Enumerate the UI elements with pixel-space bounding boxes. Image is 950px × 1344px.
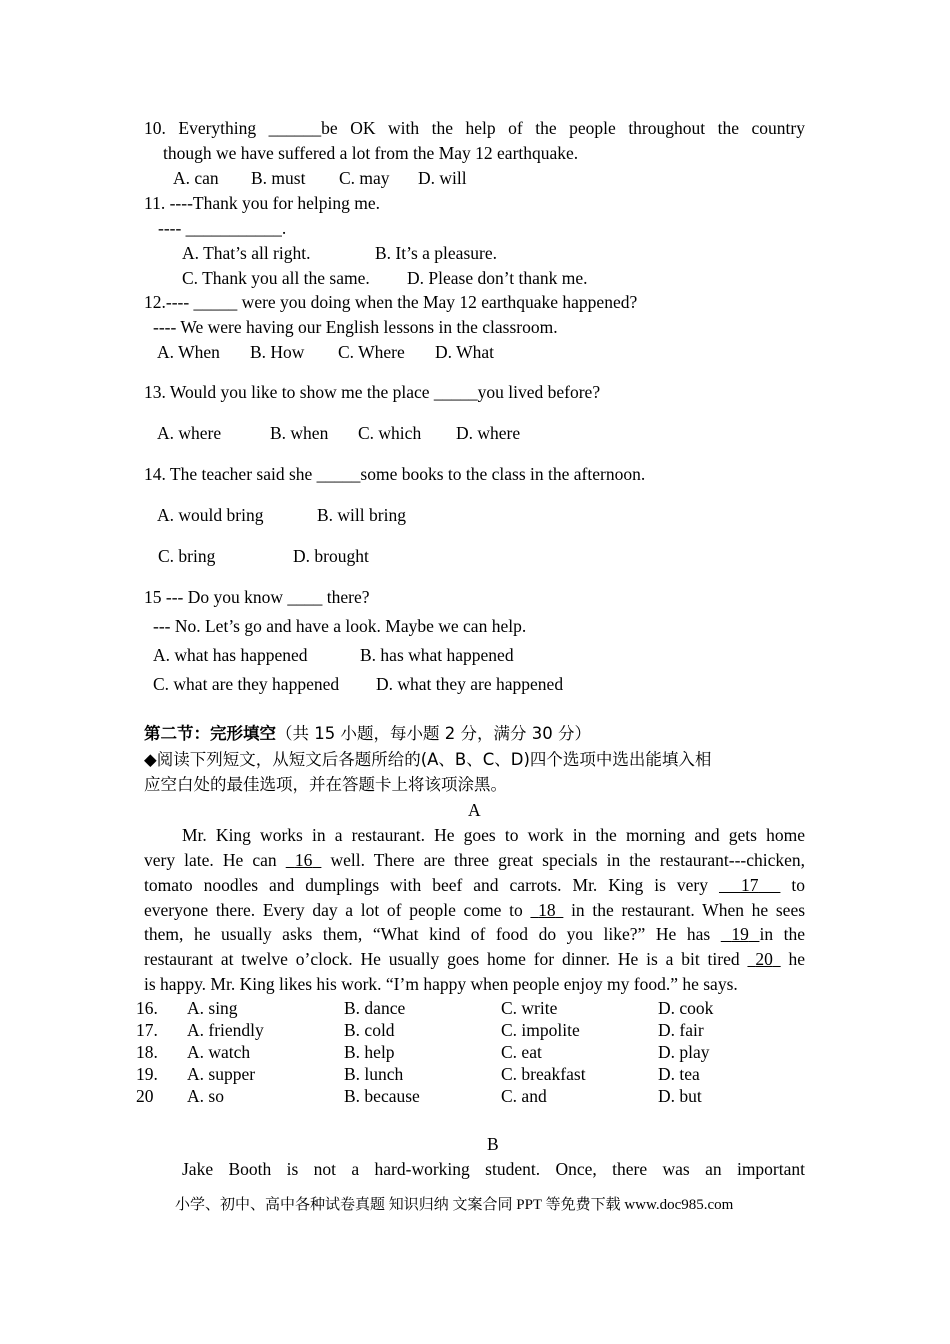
question-14-option-b: B. will bring [317, 505, 406, 525]
choice-d: D. but [658, 1086, 702, 1106]
question-11-option-a: A. That’s all right. [182, 243, 311, 263]
passage-text: very late. He can [144, 850, 277, 870]
passage-a-line4 [144, 902, 805, 920]
question-10-option-d: D. will [418, 168, 467, 188]
question-13-option-d: D. where [456, 423, 521, 443]
section-heading-bold: 第二节：完形填空 [144, 724, 276, 743]
passage-text: in the restaurant. When he sees [571, 900, 806, 920]
choice-a: A. sing [187, 998, 238, 1018]
question-13-option-c: C. which [358, 423, 422, 443]
passage-a-line3 [144, 877, 805, 895]
passage-text: well. There are three great specials in the restaurant---chicken, [330, 850, 806, 870]
question-10-option-b: B. must [251, 168, 306, 188]
choice-b: B. dance [344, 998, 406, 1018]
question-11-line1: 11. ----Thank you for helping me. [144, 193, 381, 213]
passage-text: them, he usually asks them, “What kind of food do you like?” He has [144, 924, 711, 944]
passage-b-label: B [487, 1134, 499, 1154]
choice-number: 19. [136, 1064, 158, 1084]
choice-c: C. eat [501, 1042, 542, 1062]
choice-b: B. help [344, 1042, 395, 1062]
question-15-line1: 15 --- Do you know ____ there? [144, 587, 370, 607]
choice-c: C. and [501, 1086, 547, 1106]
choice-number: 20 [136, 1086, 154, 1106]
question-11-option-d: D. Please don’t thank me. [407, 268, 588, 288]
passage-a-line5 [144, 926, 805, 944]
question-15-option-b: B. has what happened [360, 645, 514, 665]
question-14-option-c: C. bring [158, 546, 216, 566]
blank-16: 16 [294, 850, 313, 870]
choice-d: D. play [658, 1042, 710, 1062]
question-12-option-c: C. Where [338, 342, 405, 362]
question-11-line2: ---- ___________. [158, 218, 287, 238]
question-13-option-b: B. when [270, 423, 329, 443]
question-14-option-d: D. brought [293, 546, 369, 566]
passage-text: everyone there. Every day a lot of people come to [144, 900, 523, 920]
question-15-line2: --- No. Let’s go and have a look. Maybe we can help. [153, 616, 527, 636]
question-14-option-a: A. would bring [157, 505, 264, 525]
question-15-option-c: C. what are they happened [153, 674, 340, 694]
passage-a-line7: is happy. Mr. King likes his work. “I’m happy when people enjoy my food.” he says. [144, 974, 738, 994]
question-12-option-b: B. How [250, 342, 305, 362]
choice-a: A. friendly [187, 1020, 264, 1040]
passage-a-line2 [144, 852, 805, 870]
passage-text: restaurant at twelve o’clock. He usually goes home for dinner. He is a bit tired [144, 949, 740, 969]
choice-number: 18. [136, 1042, 158, 1062]
section-heading [144, 726, 591, 743]
choice-b: B. because [344, 1086, 420, 1106]
section-heading-rest: （共 15 小题，每小题 2 分，满分 30 分） [276, 724, 591, 743]
blank-19: 19 [731, 924, 749, 944]
choice-b: B. lunch [344, 1064, 404, 1084]
question-12-line2: ---- We were having our English lessons in the classroom. [153, 317, 558, 337]
choice-d: D. cook [658, 998, 714, 1018]
blank-20: 20 [755, 949, 773, 969]
question-10-option-c: C. may [339, 168, 390, 188]
passage-text: he [788, 949, 806, 969]
question-15-option-d: D. what they are happened [376, 674, 564, 694]
passage-text: in the [759, 924, 806, 944]
choice-c: C. breakfast [501, 1064, 586, 1084]
question-10-option-a: A. can [173, 168, 219, 188]
choice-d: D. fair [658, 1020, 704, 1040]
instruction-line1: ◆阅读下列短文，从短文后各题所给的(A、B、C、D)四个选项中选出能填入相 [144, 750, 712, 769]
passage-text: tomato noodles and dumplings with beef and carrots. Mr. King is very [144, 875, 708, 895]
question-13-line1: 13. Would you like to show me the place _____you lived before? [144, 382, 601, 402]
question-12-option-d: D. What [435, 342, 494, 362]
instruction-line2: 应空白处的最佳选项，并在答题卡上将该项涂黑。 [144, 775, 507, 794]
choice-b: B. cold [344, 1020, 395, 1040]
page-footer: 小学、初中、高中各种试卷真题 知识归纳 文案合同 PPT 等免费下载 www.doc985.com [175, 1197, 734, 1213]
question-10-line2: though we have suffered a lot from the May 12 earthquake. [163, 143, 579, 163]
question-15-option-a: A. what has happened [153, 645, 308, 665]
choice-d: D. tea [658, 1064, 700, 1084]
passage-b-line1: Jake Booth is not a hard-working student. Once, there was an important [182, 1159, 805, 1179]
passage-a-line6 [144, 951, 805, 969]
choice-c: C. impolite [501, 1020, 580, 1040]
choice-number: 16. [136, 998, 158, 1018]
question-11-option-c: C. Thank you all the same. [182, 268, 370, 288]
choice-c: C. write [501, 998, 558, 1018]
question-13-option-a: A. where [157, 423, 222, 443]
blank-18: 18 [538, 900, 556, 920]
passage-text: to [791, 875, 806, 895]
question-10-line1: 10. Everything ______be OK with the help of the people throughout the country [144, 118, 805, 138]
choice-a: A. supper [187, 1064, 256, 1084]
passage-a-line1: Mr. King works in a restaurant. He goes to work in the morning and gets home [182, 825, 805, 845]
choice-a: A. watch [187, 1042, 251, 1062]
blank-17: 17 [740, 875, 759, 895]
question-11-option-b: B. It’s a pleasure. [375, 243, 497, 263]
question-12-line1: 12.---- _____ were you doing when the May 12 earthquake happened? [144, 292, 638, 312]
passage-a-label: A [468, 800, 481, 820]
question-12-option-a: A. When [157, 342, 220, 362]
question-14-line1: 14. The teacher said she _____some books to the class in the afternoon. [144, 464, 646, 484]
choice-a: A. so [187, 1086, 224, 1106]
choice-number: 17. [136, 1020, 158, 1040]
